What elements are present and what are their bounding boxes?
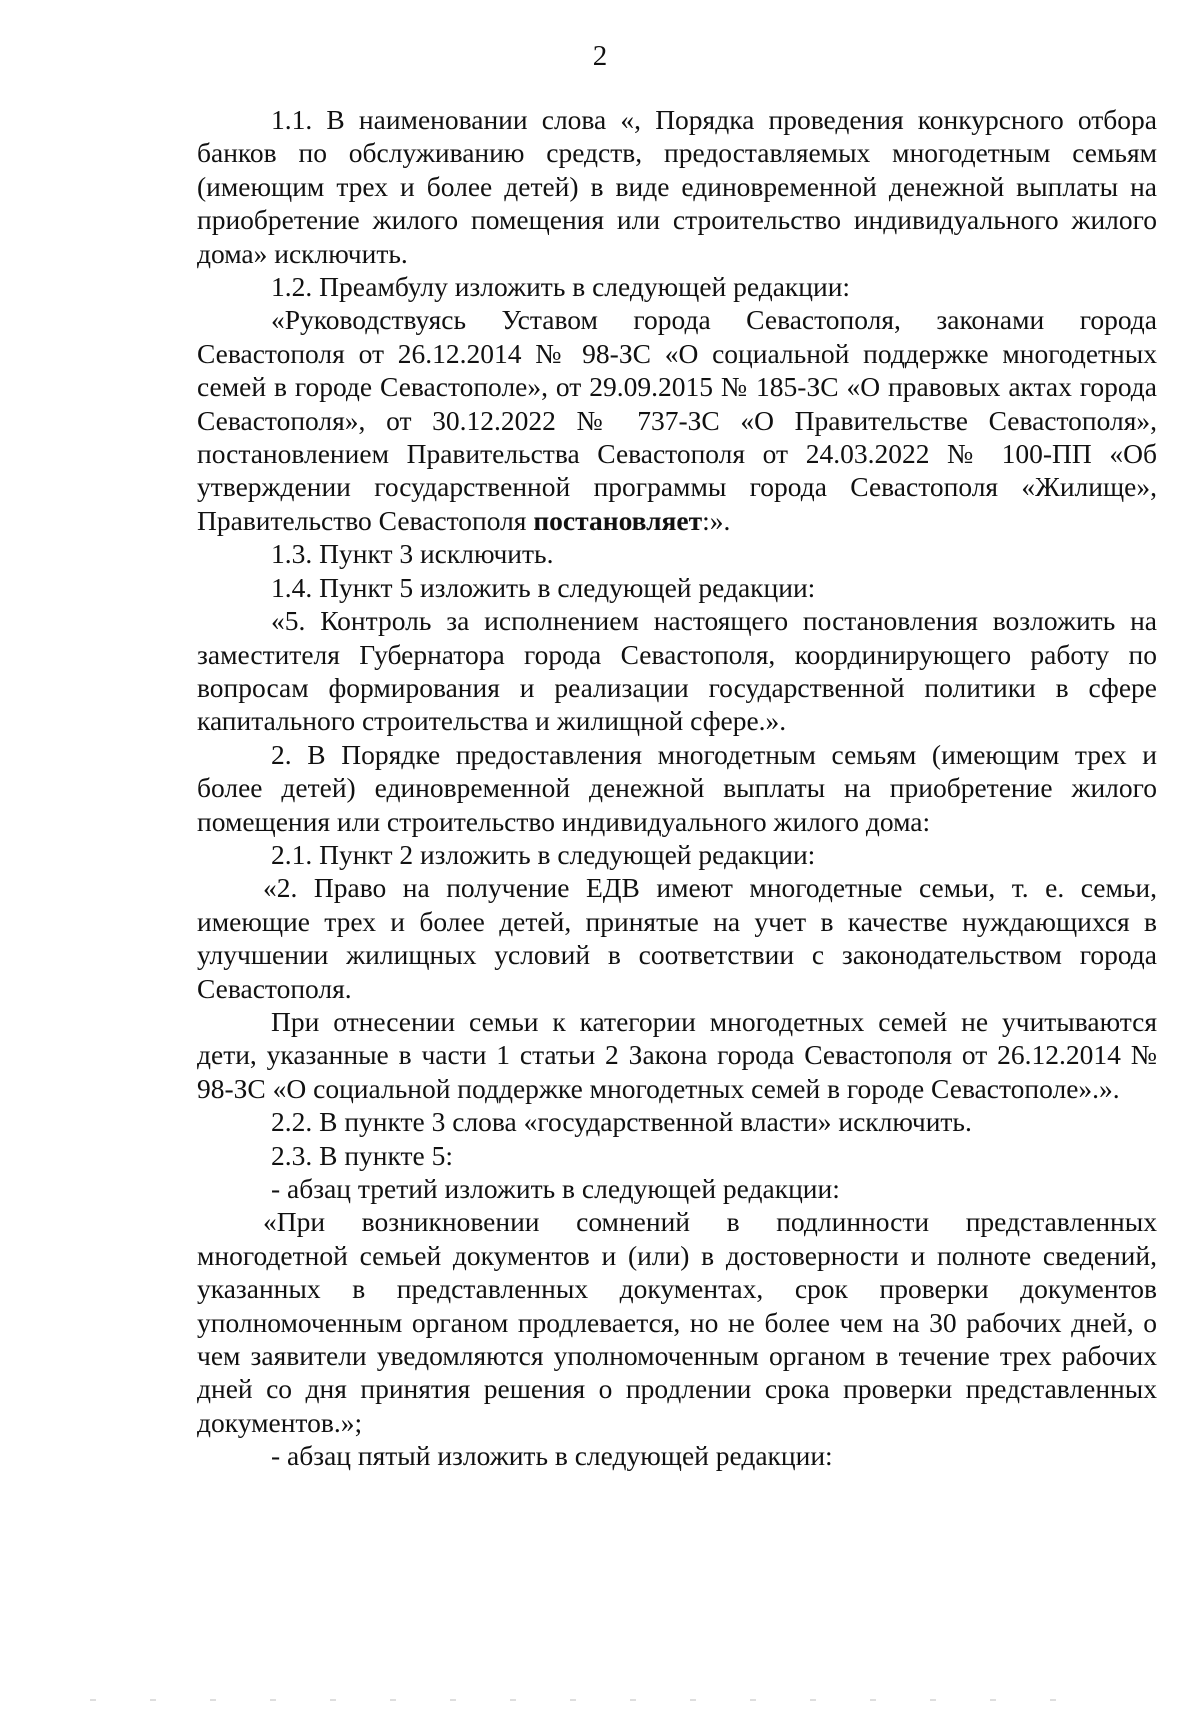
document-body [197,103,1157,1473]
paragraph-abzac-3: - абзац третий изложить в следующей редакции: [271,1173,840,1204]
scan-edge-artifact [90,1699,1110,1701]
paragraph-children-exclusion: При отнесении семьи к категории многодетных семей не учитываются дети, указанные в части 1 статьи 2 Закона города Севастополя от 26.12.2014 № 98-ЗС «О социальной поддержке многодетных семей в городе Севастополе».». [197,1005,1157,1104]
paragraph-abzac-5: - абзац пятый изложить в следующей редакции: [271,1440,833,1472]
paragraph-1-2: 1.2. Преамбулу изложить в следующей редакции: [271,271,851,303]
bold-decree-word: постановляет [533,504,703,536]
paragraph-2-3: 2.3. В пункте 5: [271,1139,454,1171]
paragraph-doubts: «При возникновении сомнений в подлинности представленных многодетной семьей документов и (или) в достоверности и полноте сведений, указанных в представленных документах, срок проверки документов уполномоченным органом продлевается, но не более чем на 30 рабочих дней, о чем заявители уведомляются уполномоченным органом в течение трех рабочих дней со дня принятия решения о продлении срока проверки представленных документов.»; [197,1206,1157,1438]
paragraph-control: «5. Контроль за исполнением настоящего постановления возложить на заместителя Губернатора города Севастополя, координирующего работу по вопросам формирования и реализации государственной политики в сфере капитального строительства и жилищной сфере.». [197,605,1157,737]
page-number: 2 [592,40,608,72]
paragraph-preamble: «Руководствуясь Уставом города Севастополя, законами города Севастополя от 26.12.2014 № 98-ЗС «О социальной поддержке многодетных семей в городе Севастополе», от 29.09.2015 № 185-ЗС «О правовых актах города Севастополя», от 30.12.2022 № 737-ЗС «О Правительстве Севастополя», постановлением Правительства Севастополя от 24.03.2022 № 100-ПП «Об утверждении государственной программы города Севастополя «Жилище», Правительство Севастополя постановляет:». [197,304,1157,536]
paragraph-2: 2. В Порядке предоставления многодетным семьям (имеющим трех и более детей) единовременной денежной выплаты на приобретение жилого помещения или строительство индивидуального жилого дома: [197,738,1157,837]
paragraph-right-to-edv: «2. Право на получение ЕДВ имеют многодетные семьи, т. е. семьи, имеющие трех и более детей, принятые на учет в качестве нуждающихся в улучшении жилищных условий в соответствии с законодательством города Севастополя. [197,872,1157,1004]
paragraph-2-1: 2.1. Пункт 2 изложить в следующей редакции: [271,838,816,870]
paragraph-1-3: 1.3. Пункт 3 исключить. [271,538,554,570]
paragraph-2-2: 2.2. В пункте 3 слова «государственной власти» исключить. [271,1106,972,1138]
paragraph-1-4: 1.4. Пункт 5 изложить в следующей редакции: [271,571,816,603]
paragraph-1-1: 1.1. В наименовании слова «, Порядка проведения конкурсного отбора банков по обслуживанию средств, предоставляемых многодетным семьям (имеющим трех и более детей) в виде единовременной денежной выплаты на приобретение жилого помещения или строительство индивидуального жилого дома» исключить. [197,104,1157,269]
